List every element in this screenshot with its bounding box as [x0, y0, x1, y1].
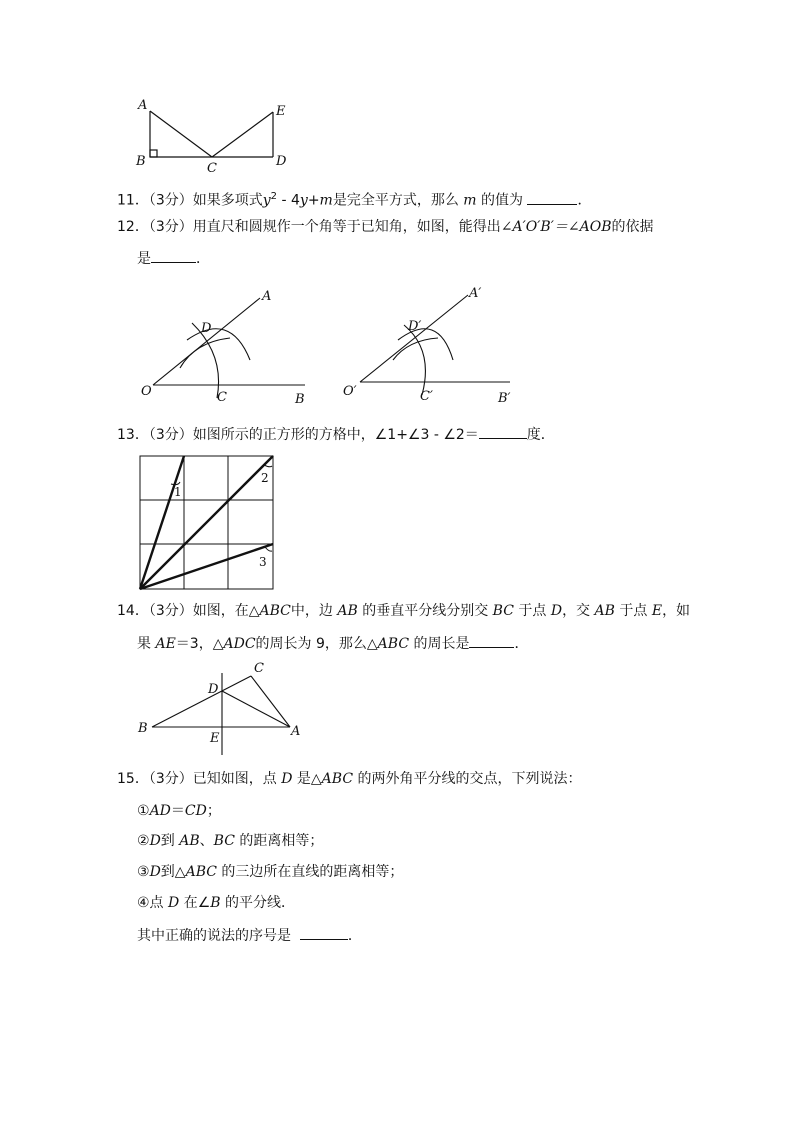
angle-3-label: 3	[259, 555, 267, 569]
label-C: C	[217, 390, 227, 405]
label-E: E	[276, 104, 286, 119]
option-2: ②D到 AB、BC 的距离相等；	[137, 833, 324, 849]
label-D: D	[201, 321, 212, 336]
label-B: B	[136, 154, 146, 169]
label-C: C	[254, 661, 264, 676]
label-B-prime: B′	[498, 391, 511, 406]
question-12-line2: 是 ．	[137, 248, 210, 269]
label-O-prime: O′	[343, 384, 357, 399]
label-E: E	[210, 731, 220, 746]
label-O: O	[141, 384, 152, 399]
answer-blank[interactable]	[151, 248, 196, 263]
figure-q14	[130, 655, 310, 760]
angle-2-label: 2	[261, 471, 269, 485]
option-4: ④点 D 在∠B 的平分线．	[137, 895, 296, 911]
label-A: A	[291, 724, 301, 739]
figure-q10	[130, 95, 300, 175]
label-D: D	[208, 682, 219, 697]
angle-1-label: 1	[174, 485, 182, 499]
answer-line: 其中正确的说法的序号是 ．	[137, 925, 362, 946]
option-3: ③D到△ABC 的三边所在直线的距离相等；	[137, 864, 404, 880]
label-B: B	[138, 721, 148, 736]
figure-q12-left	[135, 280, 315, 410]
figure-q13-grid	[138, 454, 278, 594]
question-14-line1: 14．（3分）如图，在△ABC中，边 AB 的垂直平分线分别交 BC 于点 D，交 AB 于点 E，如	[117, 603, 691, 619]
question-13: 13．（3分）如图所示的正方形的方格中，∠1+∠3 - ∠2＝ 度．	[117, 424, 555, 445]
label-C-prime: C′	[420, 389, 433, 404]
answer-blank[interactable]	[469, 633, 514, 648]
question-11: 11．（3分）如果多项式$y^2 - 4y+m$是完全平方式，那么 m 的值为 ．	[117, 191, 592, 209]
answer-blank[interactable]	[300, 925, 348, 940]
label-A: A	[138, 98, 148, 113]
answer-blank[interactable]	[479, 424, 527, 439]
question-14-line2: 果 AE＝3，△ADC的周长为 9，那么△ABC 的周长是 ．	[137, 633, 528, 654]
question-15: 15．（3分）已知如图，点 D 是△ABC 的两外角平分线的交点，下列说法：	[117, 771, 582, 787]
label-D: D	[276, 154, 287, 169]
label-D-prime: D′	[408, 319, 422, 334]
answer-blank[interactable]	[527, 190, 577, 205]
figure-q12-right	[338, 280, 528, 410]
label-C: C	[207, 161, 217, 175]
option-1: ①AD＝CD；	[137, 803, 221, 819]
label-A-prime: A′	[469, 286, 482, 301]
label-A: A	[262, 289, 272, 304]
question-12-line1: 12．（3分）用直尺和圆规作一个角等于已知角，如图，能得出∠A′O′B′＝∠AOB的依据	[117, 219, 654, 235]
label-B: B	[295, 392, 305, 407]
